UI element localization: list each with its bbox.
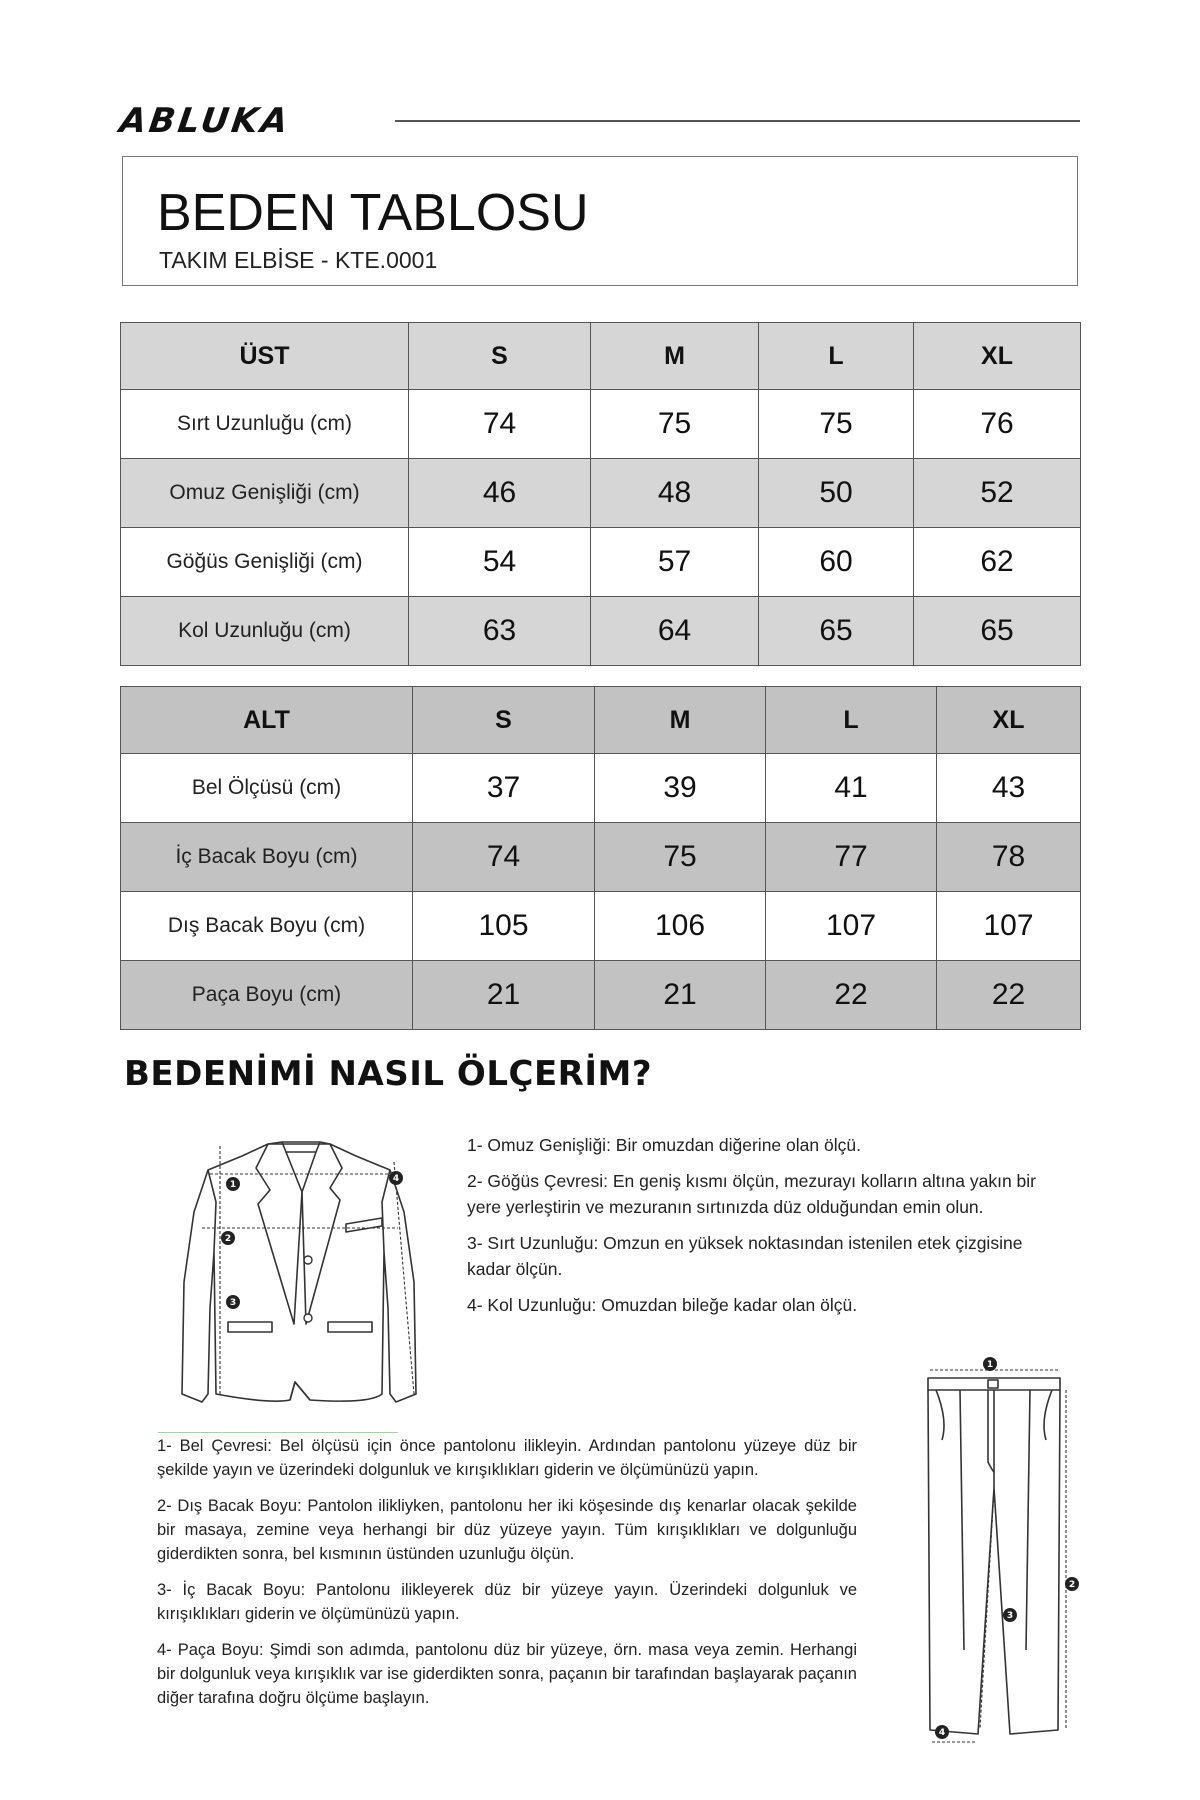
pants-note: 2- Dış Bacak Boyu: Pantolon ilikliyken, pantolonu her iki köşesinde dış kenarlar olacak şekilde bir masaya, zemine veya herhangi bir düz yüzeye yayın. Tüm kırışıklıkları ve dolgunluğu giderdikten sonra, bel kısmının üstünden uzunluğu ölçün. xyxy=(157,1497,857,1563)
table-row xyxy=(121,597,1081,666)
decorative-line xyxy=(158,1432,398,1433)
table-cell: 65 xyxy=(914,597,1081,666)
table-cell: 43 xyxy=(937,754,1081,823)
table-cell: 64 xyxy=(591,597,759,666)
row-label: Omuz Genişliği (cm) xyxy=(121,459,409,528)
table-cell: 22 xyxy=(937,961,1081,1030)
header-cell: ÜST xyxy=(121,323,409,390)
table-cell: 48 xyxy=(591,459,759,528)
header-cell: XL xyxy=(937,687,1081,754)
header-cell: S xyxy=(413,687,595,754)
pants-note: 1- Bel Çevresi: Bel ölçüsü için önce pantolonu ilikleyin. Ardından pantolonu yüzeye düz bir şekilde yayın ve üzerindeki dolgunluk ve kırışıklıkları giderin ve ölçümünüzü yapın. xyxy=(157,1437,857,1479)
table-cell: 74 xyxy=(409,390,591,459)
alt-size-table xyxy=(120,686,1081,1030)
row-label: İç Bacak Boyu (cm) xyxy=(121,823,413,892)
table-cell: 62 xyxy=(914,528,1081,597)
table-cell: 52 xyxy=(914,459,1081,528)
jacket-measure-notes xyxy=(467,1132,1037,1328)
pants-marker-1: 1 xyxy=(986,1360,994,1370)
table-cell: 107 xyxy=(766,892,937,961)
pants-note: 4- Paça Boyu: Şimdi son adımda, pantolonu düz bir yüzeye, örn. masa veya zemin. Herhangi bir dolgunluk veya kırışıklık var ise giderdikten sonra, paçanın bir tarafından başlayarak paçanın diğer tarafına doğru ölçüme başlayın. xyxy=(157,1641,857,1707)
table-row xyxy=(121,892,1081,961)
how-to-measure-title: BEDENİMİ NASIL ÖLÇERİM? xyxy=(124,1054,653,1094)
header-divider xyxy=(395,120,1080,122)
row-label: Paça Boyu (cm) xyxy=(121,961,413,1030)
table-cell: 21 xyxy=(595,961,766,1030)
table-cell: 106 xyxy=(595,892,766,961)
header-cell: ALT xyxy=(121,687,413,754)
table-cell: 46 xyxy=(409,459,591,528)
table-cell: 105 xyxy=(413,892,595,961)
ust-size-table xyxy=(120,322,1081,666)
jacket-note: 4- Kol Uzunluğu: Omuzdan bileğe kadar olan ölçü. xyxy=(467,1295,858,1315)
table-row xyxy=(121,528,1081,597)
row-label: Kol Uzunluğu (cm) xyxy=(121,597,409,666)
table-cell: 39 xyxy=(595,754,766,823)
table-cell: 78 xyxy=(937,823,1081,892)
table-row xyxy=(121,961,1081,1030)
table-header-row xyxy=(121,323,1081,390)
row-label: Dış Bacak Boyu (cm) xyxy=(121,892,413,961)
jacket-note: 1- Omuz Genişliği: Bir omuzdan diğerine olan ölçü. xyxy=(467,1135,861,1155)
table-cell: 65 xyxy=(759,597,914,666)
pants-measure-notes xyxy=(157,1434,857,1722)
jacket-illustration xyxy=(170,1132,440,1422)
pants-note: 3- İç Bacak Boyu: Pantolonu ilikleyerek düz bir yüzeye yayın. Üzerindeki dolgunluk ve kırışıklıkları giderin ve ölçümünüzü yapın. xyxy=(157,1581,857,1623)
table-cell: 57 xyxy=(591,528,759,597)
pants-marker-4: 4 xyxy=(938,1728,946,1738)
page-title: BEDEN TABLOSU xyxy=(157,184,589,242)
table-row xyxy=(121,754,1081,823)
table-cell: 75 xyxy=(595,823,766,892)
table-cell: 54 xyxy=(409,528,591,597)
jacket-note: 2- Göğüs Çevresi: En geniş kısmı ölçün, mezurayı kolların altına yakın bir yere yerleştirin ve mezuranın sırtınızda düz olduğundan emin olun. xyxy=(467,1171,1036,1217)
jacket-marker-2: 2 xyxy=(224,1234,232,1244)
table-cell: 22 xyxy=(766,961,937,1030)
table-cell: 60 xyxy=(759,528,914,597)
header-cell: L xyxy=(766,687,937,754)
pants-marker-3: 3 xyxy=(1006,1611,1014,1621)
table-cell: 63 xyxy=(409,597,591,666)
row-label: Sırt Uzunluğu (cm) xyxy=(121,390,409,459)
table-cell: 77 xyxy=(766,823,937,892)
page-subtitle: TAKIM ELBİSE - KTE.0001 xyxy=(159,247,438,273)
header-cell: L xyxy=(759,323,914,390)
table-row xyxy=(121,390,1081,459)
table-header-row xyxy=(121,687,1081,754)
brand-logo: ABLUKA xyxy=(117,101,294,141)
header-cell: M xyxy=(595,687,766,754)
pants-marker-2: 2 xyxy=(1068,1580,1076,1590)
table-cell: 75 xyxy=(759,390,914,459)
header-cell: S xyxy=(409,323,591,390)
header-cell: XL xyxy=(914,323,1081,390)
table-cell: 37 xyxy=(413,754,595,823)
jacket-marker-1: 1 xyxy=(229,1180,237,1190)
table-cell: 21 xyxy=(413,961,595,1030)
table-cell: 50 xyxy=(759,459,914,528)
table-cell: 76 xyxy=(914,390,1081,459)
table-row xyxy=(121,459,1081,528)
table-cell: 74 xyxy=(413,823,595,892)
pants-illustration xyxy=(900,1350,1100,1750)
row-label: Bel Ölçüsü (cm) xyxy=(121,754,413,823)
title-box xyxy=(122,156,1078,286)
jacket-marker-4: 4 xyxy=(392,1174,400,1184)
table-cell: 41 xyxy=(766,754,937,823)
table-cell: 107 xyxy=(937,892,1081,961)
row-label: Göğüs Genişliği (cm) xyxy=(121,528,409,597)
header-cell: M xyxy=(591,323,759,390)
table-row xyxy=(121,823,1081,892)
table-cell: 75 xyxy=(591,390,759,459)
jacket-note: 3- Sırt Uzunluğu: Omzun en yüksek noktasından istenilen etek çizgisine kadar ölçün. xyxy=(467,1233,1023,1279)
jacket-marker-3: 3 xyxy=(229,1298,237,1308)
